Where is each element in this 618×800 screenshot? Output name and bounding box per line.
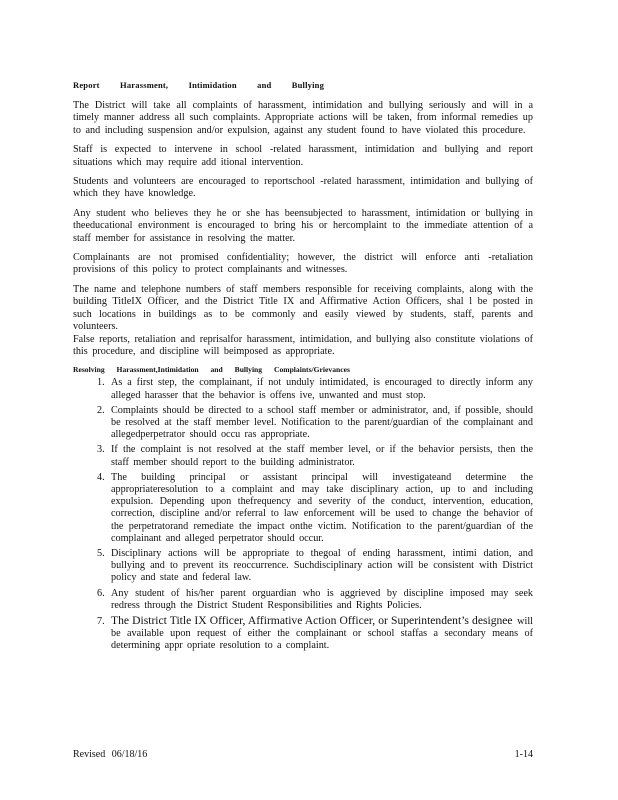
revision-date: Revised 06/18/16 — [73, 749, 148, 760]
list-item: 1. As a first step, the complainant, if not unduly intimidated, is encouraged to directly inform any alleged harasser that the behavior is offens ive, unwanted and must stop. — [109, 377, 533, 401]
page-number: 1-14 — [514, 749, 533, 760]
list-item: 3. If the complaint is not resolved at the staff member level, or if the behavior persists, then the staff member should report to the building administrator. — [109, 444, 533, 468]
list-item: 6. Any student of his/her parent orguardian who is aggrieved by discipline imposed may seek redress through the District Student Responsibilities and Rights Policies. — [109, 588, 533, 612]
list-item: 5. Disciplinary actions will be appropriate to thegoal of ending harassment, intimi dation, and bullying and to prevent its reoccurrence. Suchdisciplinary action will be consistent with District policy and state and federal law. — [109, 548, 533, 585]
document-body — [73, 80, 533, 656]
step-seven-rest: will be available upon request of either the complainant or school staffas a secondary means of determining appr opriate resolution to a complaint. — [111, 615, 533, 652]
resolving-complaints-heading: Resolving Harassment,Intimidation and Bullying Complaints/Grievances — [73, 365, 350, 375]
paragraph-false-reports: False reports, retaliation and reprisalfor harassment, intimidation, and bullying also constitute violations of this procedure, and discipline will beimposed as appropriate. — [73, 333, 533, 357]
paragraph-student-complaint: Any student who believes they he or she has beensubjected to harassment, intimidation or bullying in theeducational environment is encouraged to bring his or hercomplaint to the immediate attention of a staff member for assistance in resolving the matter. — [73, 207, 533, 244]
paragraph-district-commitment: The District will take all complaints of harassment, intimidation and bullying seriously and will in a timely manner address all such complaints. Appropriate actions will be taken, from informal remedies up to and including suspension and/or expulsion, against any student found to have violated this procedure. — [73, 100, 533, 136]
paragraph-confidentiality: Complainants are not promised confidentiality; however, the district will enforce anti -retaliation provisions of this policy to protect complainants and witnesses. — [73, 252, 533, 276]
step-seven-lead: The District Title IX Officer, Affirmative Action Officer, or Superintendent’s designee — [111, 613, 513, 627]
paragraph-staff-expectation: Staff is expected to intervene in school -related harassment, intimidation and bullying and report situations which may require add itional intervention. — [73, 144, 533, 168]
list-item: 4. The building principal or assistant principal will investigateand determine the appropriateresolution to a complaint and may take disciplinary action, up to and including expulsion. Depending upon thefrequency and severity of the conduct, intervention, education, correction, discipline and/or referral to law enforcement will be used to change the behavior of the perpetratorand remediate the impact onthe victim. Notification to the parent/guardian of the complainant and alleged perpetrator should occur. — [109, 472, 533, 545]
section-heading: Report Harassment, Intimidation and Bullying — [73, 80, 325, 90]
paragraph-students-volunteers: Students and volunteers are encouraged to reportschool -related harassment, intimidation and bullying of which they have knowledge. — [73, 176, 533, 200]
list-item — [109, 615, 533, 653]
paragraph-staff-contacts: The name and telephone numbers of staff members responsible for receiving complaints, along with the building TitleIX Officer, and the District Title IX and Affirmative Action Officers, shal l be posted in such locations in buildings as to be commonly and easily viewed by students, staff, parents and volunteers. — [73, 283, 533, 333]
resolution-steps-list — [73, 377, 533, 652]
list-item: 2. Complaints should be directed to a school staff member or administrator, and, if possible, should be resolved at the staff member level. Notification to the parent/guardian of the complainant and allegedperpetrator should occu ras appropriate. — [109, 405, 533, 442]
